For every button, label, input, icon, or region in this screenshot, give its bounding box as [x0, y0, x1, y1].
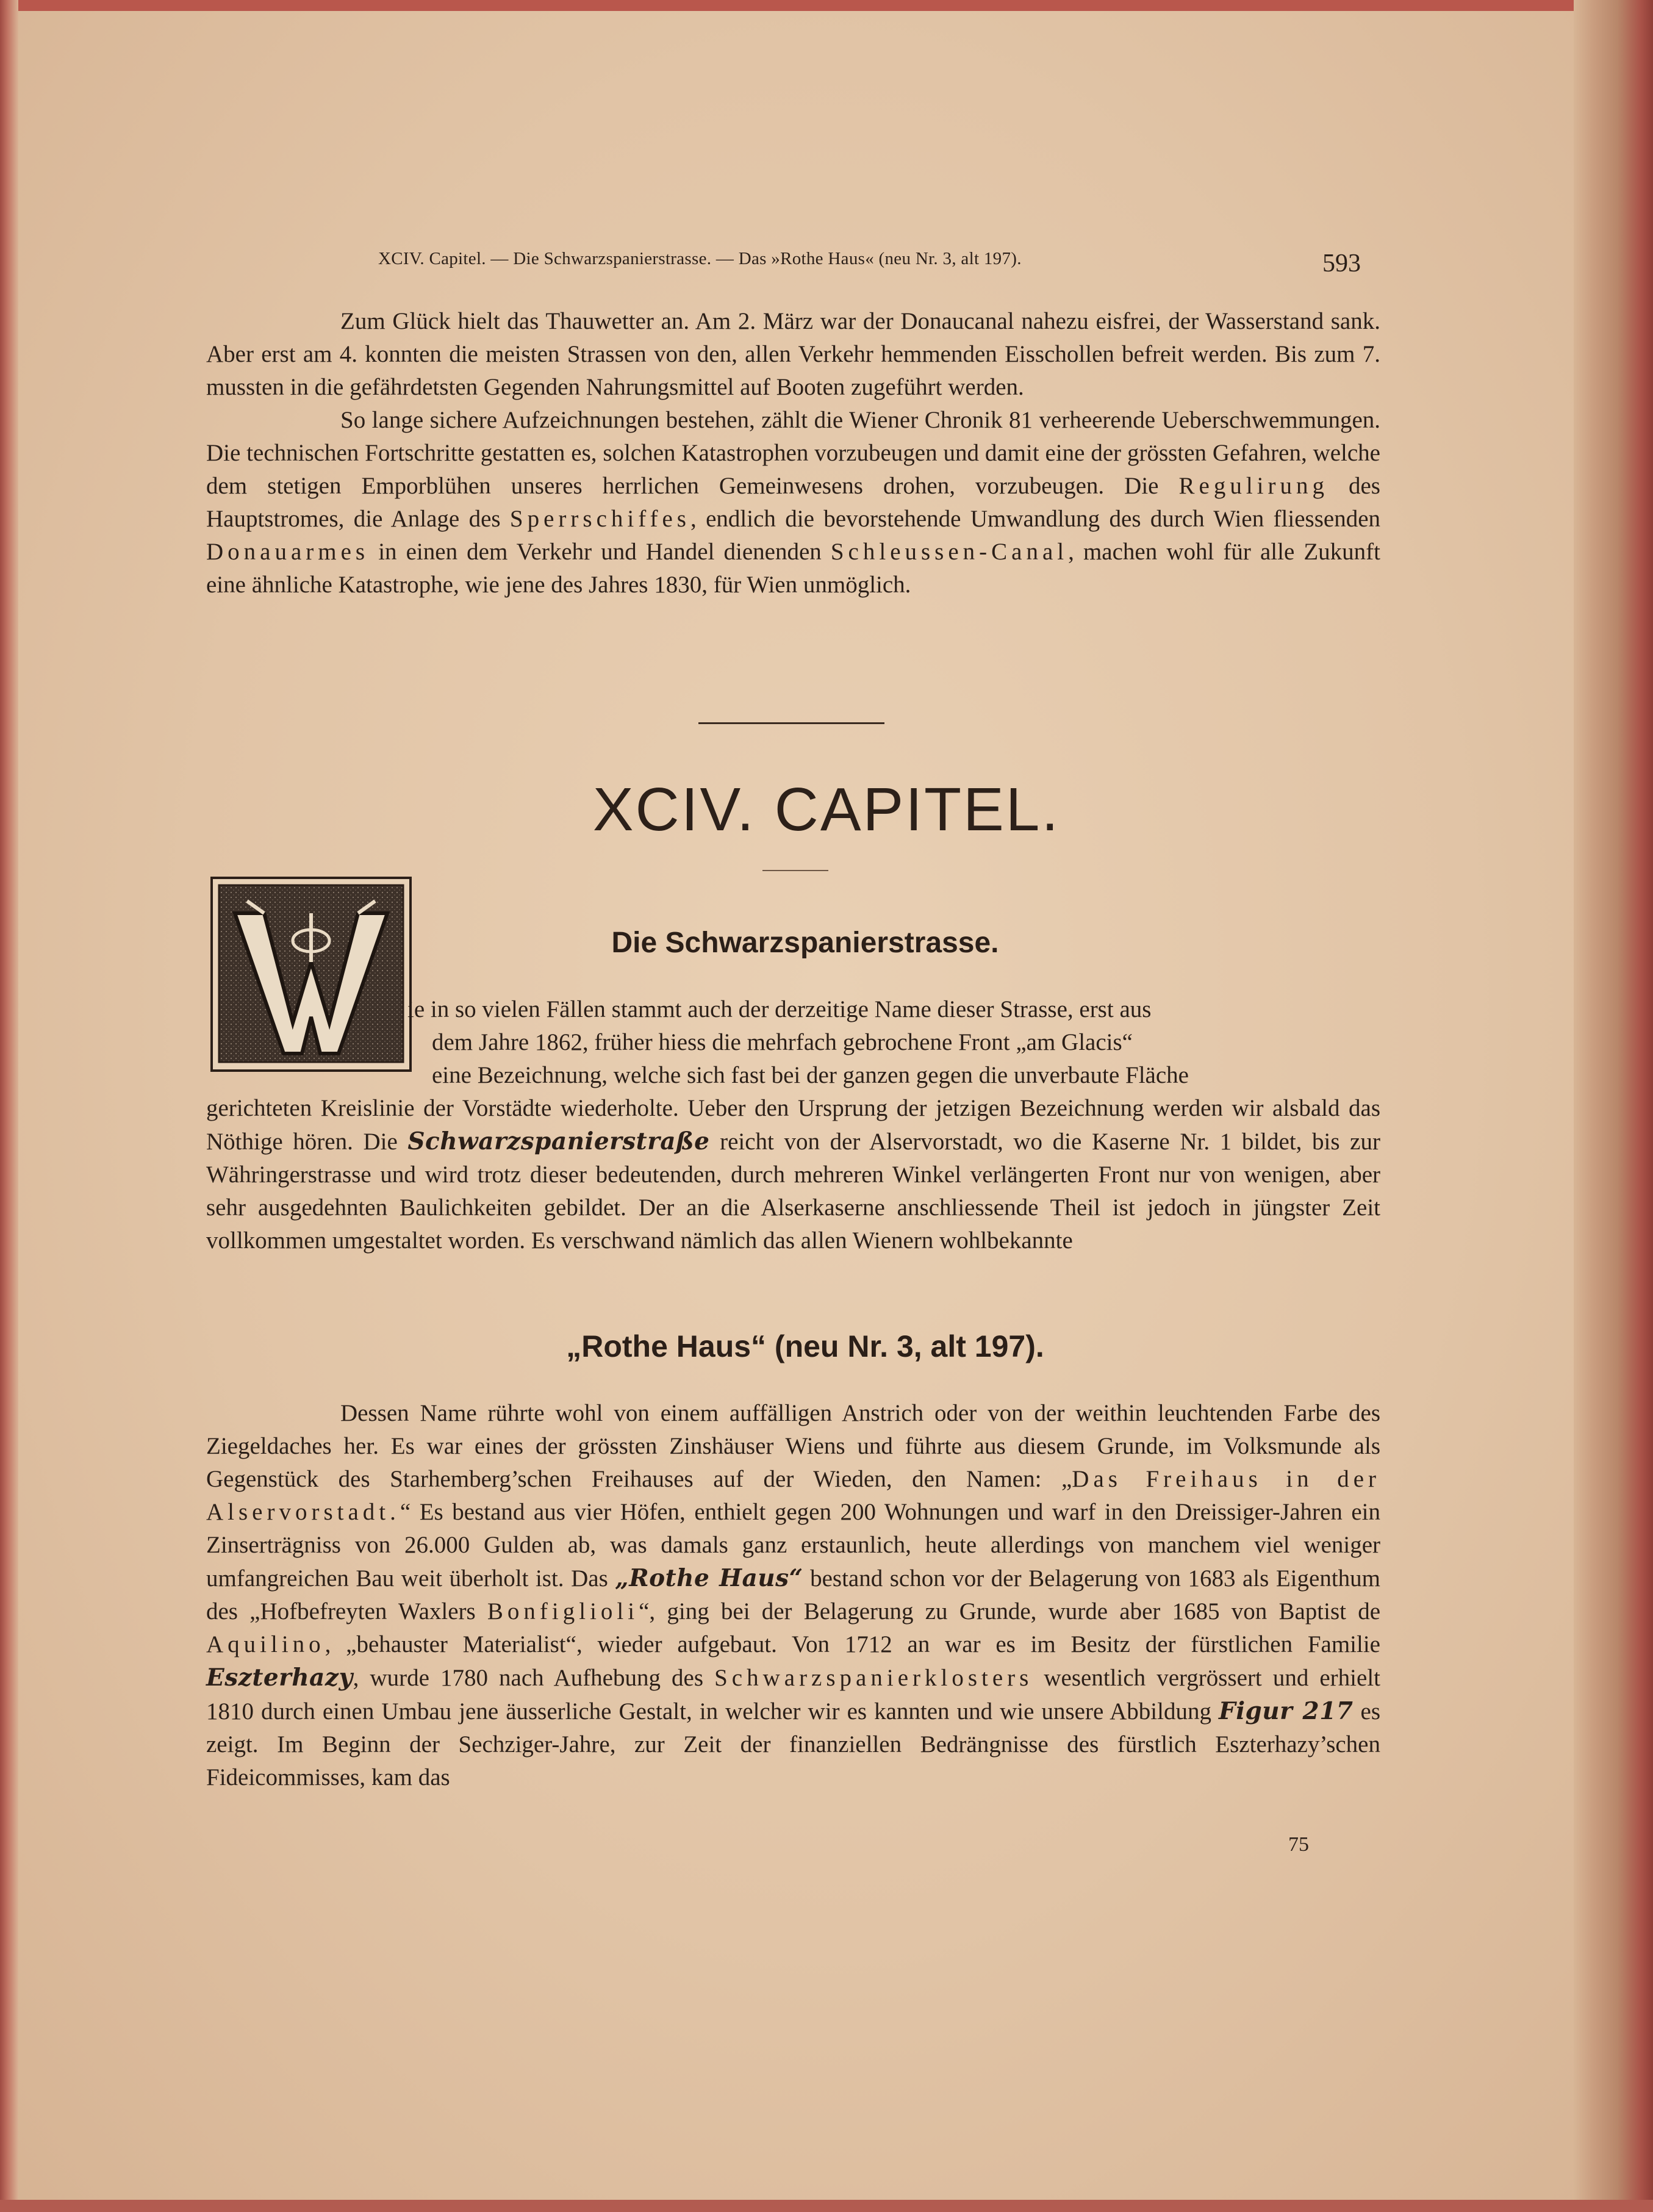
paragraph-flood-summary	[206, 404, 1380, 601]
spaced-term: Bonfiglioli	[487, 1598, 639, 1625]
paragraph-flood-end: Zum Glück hielt das Thauwetter an. Am 2. März war der Donaucanal nahezu eisfrei, der Wasserstand sank. Aber erst am 4. konnten die meisten Strassen von den, allen Verkehr hemmenden Eisschollen befreit werden. Bis zum 7. mussten in die gefährdetsten Gegenden Nahrungsmittel auf Booten zugeführt werden.	[206, 308, 1380, 400]
text-run: “, ging bei der Belagerung zu Grunde, wurde aber 1685 von Baptist de	[639, 1598, 1381, 1625]
paragraph-street-description	[206, 1092, 1380, 1257]
text-run: , machen wohl für alle Zukunft eine ähnliche Katastrophe, wie jene des Jahres 1830, für Wien unmöglich.	[206, 539, 1380, 598]
text-run: es zeigt. Im Beginn der Sechziger-Jahre, zur Zeit der finanziellen Bedrängnisse des fürstlich Eszterhazy’schen Fideicommisses, kam das	[206, 1698, 1380, 1790]
text-run: wesentlich vergrössert und erhielt 1810 durch einen Umbau jene äusserliche Gestalt, in welcher wir es kannten und wie unsere Abbildung	[206, 1665, 1380, 1725]
section-divider	[698, 722, 884, 724]
fraktur-term: „Rothe Haus“	[615, 1564, 803, 1592]
spaced-term: Das Freihaus in der Alservorstadt.	[206, 1466, 1380, 1525]
text-run: , endlich die bevorstehende Umwandlung des durch Wien fliessenden	[690, 506, 1381, 532]
text-run: gerichteten Kreislinie der Vorstädte wiederholte. Ueber den Ursprung der jetzigen Bezeichnung werden wir alsbald das Nöthige hören. Die	[206, 1095, 1380, 1155]
chapter-heading: XCIV. CAPITEL.	[592, 775, 1061, 844]
page-edge-top	[0, 0, 1653, 11]
figure-reference: Figur 217	[1219, 1697, 1354, 1725]
subsection-heading: „Rothe Haus“ (neu Nr. 3, alt 197).	[566, 1329, 1044, 1363]
text-run: , „behauster Materialist“, wieder aufgebaut. Von 1712 an war es im Besitz der fürstlichen Familie	[325, 1631, 1380, 1657]
section-text	[206, 1092, 1380, 1257]
subsection-text	[206, 1397, 1380, 1794]
section-heading: Die Schwarzspanierstrasse.	[611, 927, 999, 959]
intro-line: ie in so vielen Fällen stammt auch der derzeitige Name dieser Strasse, erst aus	[407, 996, 1152, 1022]
text-run: in einen dem Verkehr und Handel dienenden	[369, 539, 831, 565]
text-run: Dessen Name rührte wohl von einem auffälligen Anstrich oder von der weithin leuchtenden Farbe des Ziegeldaches her. Es war eines der grössten Zinshäuser Wiens und führte aus diesem Grunde, im Volksmunde als Gegenstück des Starhemberg’schen Freihauses auf der Wieden, den Namen: „	[206, 1400, 1380, 1492]
top-text	[206, 305, 1380, 601]
text-run: , wurde 1780 nach Aufhebung des	[353, 1665, 715, 1691]
running-head: XCIV. Capitel. — Die Schwarzspanierstrasse. — Das »Rothe Haus« (neu Nr. 3, alt 197).	[378, 249, 1022, 268]
spaced-term: Donauarmes	[206, 539, 370, 565]
text-run: reicht von der Alservorstadt, wo die Kaserne Nr. 1 bildet, bis zur Währingerstrasse und wird trotz dieser bedeutenden, durch mehreren Winkel verlängerten Front nur von wenigen, aber sehr ausgedehnten Baulichkeiten gebildet. Der an die Alserkaserne anschliessende Theil ist jedoch in jüngster Zeit vollkommen umgestaltet worden. Es verschwand nämlich das allen Wienern wohlbekannte	[206, 1129, 1380, 1254]
spaced-term: Aquilino	[206, 1631, 325, 1657]
text-run: “ Es bestand aus vier Höfen, enthielt gegen 200 Wohnungen und warf in den Dreissiger-Jahren ein Zinserträgniss von 26.000 Gulden ab, was damals ganz erstaunlich, heute allerdings von manchem viel weniger umfangreichen Bau weit überholt ist. Das	[206, 1499, 1380, 1592]
spaced-term: Schwarzspanierklosters	[714, 1665, 1033, 1691]
text-run: des Hauptstromes, die Anlage des	[206, 473, 1380, 532]
paragraph-rothe-haus	[206, 1397, 1380, 1794]
text-run: bestand schon vor der Belagerung von 1683 als Eigenthum des „Hofbefreyten Waxlers	[206, 1565, 1380, 1625]
signature-mark: 75	[1288, 1833, 1309, 1856]
intro-line: dem Jahre 1862, früher hiess die mehrfach gebrochene Front „am Glacis“	[432, 1029, 1133, 1055]
intro-line: eine Bezeichnung, welche sich fast bei der ganzen gegen die unverbaute Fläche	[432, 1062, 1189, 1088]
spaced-term: Regulirung	[1178, 473, 1328, 499]
fraktur-term: Schwarzspanierstraße	[407, 1127, 710, 1155]
heading-rule	[762, 870, 828, 871]
page-edge-bottom	[0, 2200, 1653, 2212]
wrapped-intro	[206, 993, 1380, 1092]
page-edge-left	[0, 0, 18, 2212]
page-number: 593	[1322, 250, 1361, 278]
page-edge-right	[1574, 0, 1653, 2212]
fraktur-term: Eszterhazy	[206, 1664, 353, 1692]
text-run: So lange sichere Aufzeichnungen bestehen, zählt die Wiener Chronik 81 verheerende Ueberschwemmungen. Die technischen Fortschritte gestatten es, solchen Katastrophen vorzubeugen und damit eine der grössten Gefahren, welche dem stetigen Emporblühen unseres herrlichen Gemeinwesens drohen, vorzubeugen. Die	[206, 407, 1380, 499]
spaced-term: Schleussen-Canal	[830, 539, 1069, 565]
spaced-term: Sperrschiffes	[509, 506, 690, 532]
